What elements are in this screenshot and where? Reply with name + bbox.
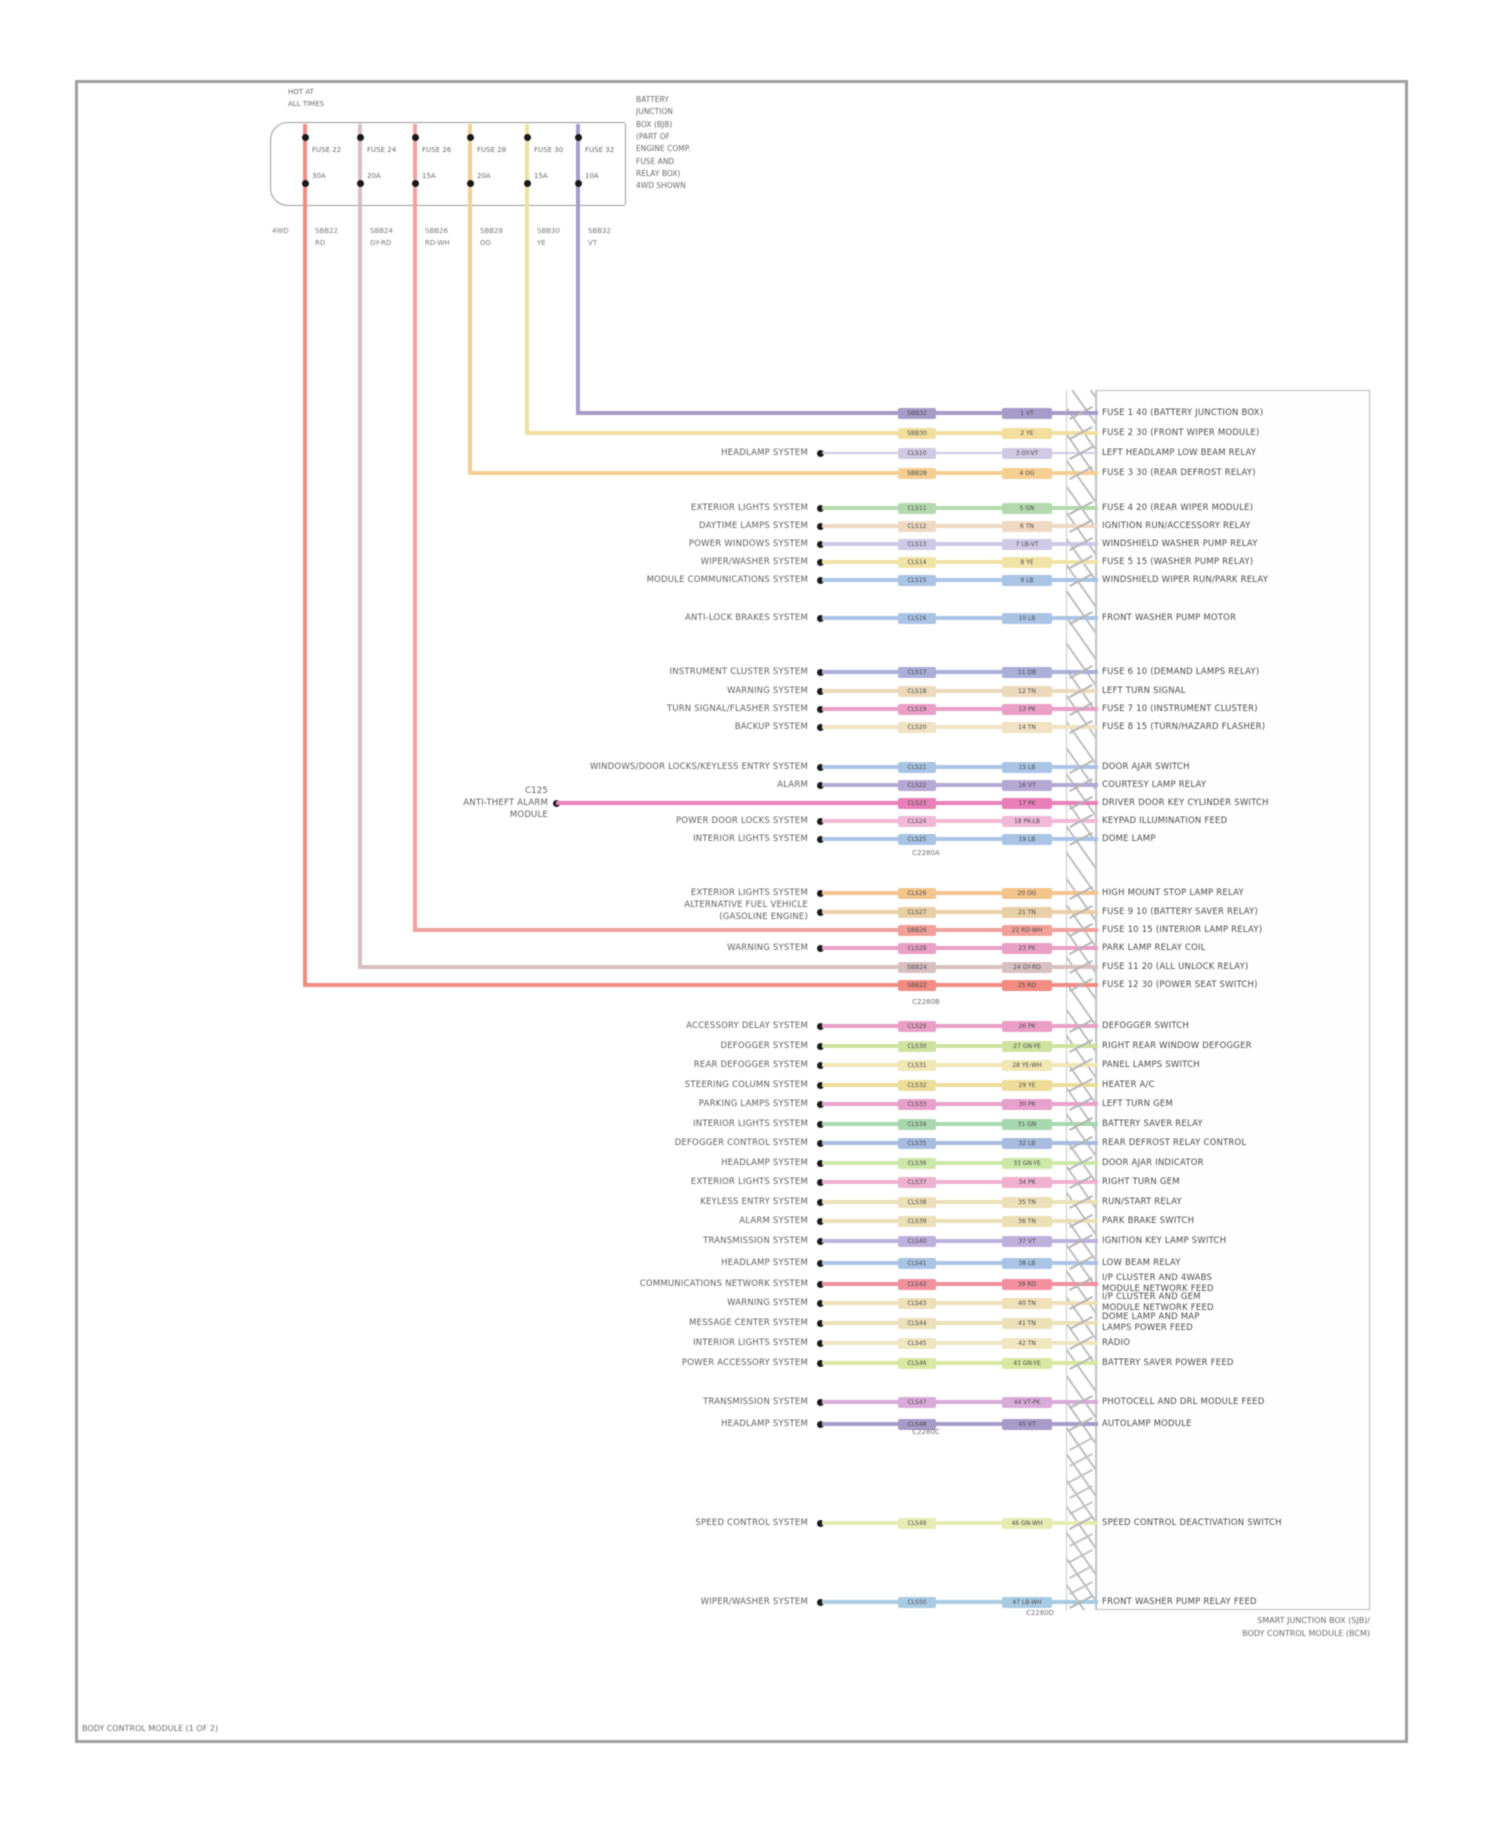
circuit-wire bbox=[822, 910, 1098, 914]
circuit-label-right: LEFT HEADLAMP LOW BEAM RELAY bbox=[1102, 447, 1257, 458]
circuit-wire bbox=[822, 616, 1098, 620]
pin-code-chip: 46 GN-WH bbox=[1002, 1518, 1052, 1529]
pin-code-chip: 39 RD bbox=[1002, 1279, 1052, 1290]
fuse-box-note-line: FUSE AND bbox=[636, 156, 675, 166]
circuit-label-left: WARNING SYSTEM bbox=[727, 685, 808, 696]
fuse-feed-wire-vertical bbox=[468, 124, 472, 473]
circuit-label-left: MESSAGE CENTER SYSTEM bbox=[689, 1317, 808, 1328]
pin-code-chip: 12 TN bbox=[1002, 686, 1052, 697]
circuit-label-left: REAR DEFOGGER SYSTEM bbox=[693, 1059, 808, 1070]
pin-code-chip: 17 PK bbox=[1002, 798, 1052, 809]
circuit-label-left: ANTI-LOCK BRAKES SYSTEM bbox=[684, 612, 808, 623]
circuit-wire bbox=[822, 1141, 1098, 1145]
pin-code-chip: 19 LB bbox=[1002, 834, 1052, 845]
pin-code-chip: 45 VT bbox=[1002, 1419, 1052, 1430]
wire-code-chip: CLS27 bbox=[898, 907, 936, 918]
fuse-terminal-dot bbox=[524, 180, 531, 187]
circuit-label-right: KEYPAD ILLUMINATION FEED bbox=[1102, 815, 1228, 826]
circuit-wire bbox=[822, 1600, 1098, 1604]
circuit-wire bbox=[822, 670, 1098, 674]
module-caption-line2: BODY CONTROL MODULE (BCM) bbox=[1242, 1629, 1370, 1638]
wire-code-chip: SBB30 bbox=[898, 428, 936, 439]
circuit-wire bbox=[822, 1083, 1098, 1087]
circuit-wire bbox=[822, 1044, 1098, 1048]
fuse-feed-wire-horizontal bbox=[413, 928, 1098, 932]
wire-code-chip: SBB22 bbox=[898, 980, 936, 991]
circuit-wire bbox=[822, 1400, 1098, 1404]
circuit-wire bbox=[822, 783, 1098, 787]
circuit-wire bbox=[822, 1200, 1098, 1204]
wire-code-chip: CLS28 bbox=[898, 943, 936, 954]
circuit-label-right: RIGHT TURN GEM bbox=[1102, 1176, 1180, 1187]
circuit-label-left: HEADLAMP SYSTEM bbox=[721, 1418, 808, 1429]
pin-code-chip: 29 YE bbox=[1002, 1080, 1052, 1091]
pin-code-chip: 41 TN bbox=[1002, 1318, 1052, 1329]
circuit-label-left: WINDOWS/DOOR LOCKS/KEYLESS ENTRY SYSTEM bbox=[589, 761, 808, 772]
circuit-label-left: ACCESSORY DELAY SYSTEM bbox=[686, 1020, 808, 1031]
wire-code-chip: CLS33 bbox=[898, 1099, 936, 1110]
wire-code-chip: CLS23 bbox=[898, 798, 936, 809]
circuit-wire bbox=[822, 725, 1098, 729]
pin-code-chip: 43 GN-YE bbox=[1002, 1358, 1052, 1369]
circuit-label-right: RUN/START RELAY bbox=[1102, 1196, 1182, 1207]
circuit-wire bbox=[822, 1301, 1098, 1305]
circuit-wire bbox=[822, 1219, 1098, 1223]
wire-code-chip: CLS11 bbox=[898, 503, 936, 514]
pin-code-chip: 7 LB-VT bbox=[1002, 539, 1052, 550]
circuit-wire bbox=[822, 1024, 1098, 1028]
circuit-wire bbox=[822, 837, 1098, 841]
circuit-wire bbox=[822, 1321, 1098, 1325]
fuse-feed-wire-vertical bbox=[576, 124, 580, 413]
fuse-terminal-dot bbox=[357, 134, 364, 141]
wire-code-chip: CLS17 bbox=[898, 667, 936, 678]
fuse-name: FUSE 22 bbox=[312, 146, 342, 154]
pin-code-chip: 22 RD-WH bbox=[1002, 925, 1052, 936]
circuit-label-left: INTERIOR LIGHTS SYSTEM bbox=[693, 1118, 808, 1129]
pin-code-chip: 3 GY-VT bbox=[1002, 448, 1052, 459]
circuit-label-right: IGNITION RUN/ACCESSORY RELAY bbox=[1102, 520, 1251, 531]
circuit-label-left: HEADLAMP SYSTEM bbox=[721, 1257, 808, 1268]
pin-code-chip: 42 TN bbox=[1002, 1338, 1052, 1349]
wire-code-chip: CLS36 bbox=[898, 1158, 936, 1169]
fuse-rating: 30A bbox=[312, 172, 326, 180]
wire-code-line1: SBB22 bbox=[315, 227, 338, 235]
fuse-box-note-line: JUNCTION bbox=[636, 107, 673, 117]
circuit-label-right: LAMPS POWER FEED bbox=[1102, 1323, 1193, 1333]
circuit-wire bbox=[822, 1341, 1098, 1345]
wire-code-chip: CLS14 bbox=[898, 557, 936, 568]
pin-code-chip: 27 GN-YE bbox=[1002, 1041, 1052, 1052]
wire-code-chip: CLS26 bbox=[898, 888, 936, 899]
circuit-label-left: INSTRUMENT CLUSTER SYSTEM bbox=[669, 666, 808, 677]
circuit-wire bbox=[822, 1361, 1098, 1365]
circuit-wire bbox=[822, 524, 1098, 528]
circuit-label-right: DOOR AJAR SWITCH bbox=[1102, 761, 1190, 772]
wire-code-line2: RD bbox=[315, 239, 326, 247]
circuit-wire bbox=[822, 1261, 1098, 1265]
pin-code-chip: 18 PK-LB bbox=[1002, 816, 1052, 827]
circuit-wire bbox=[822, 1063, 1098, 1067]
fuse-box-title-line2: ALL TIMES bbox=[288, 100, 325, 108]
fuse-feed-wire-vertical bbox=[413, 124, 417, 930]
wire-code-chip: CLS40 bbox=[898, 1236, 936, 1247]
fuse-name: FUSE 32 bbox=[585, 146, 615, 154]
circuit-label-right: DOME LAMP bbox=[1102, 833, 1156, 844]
fuse-terminal-dot bbox=[302, 180, 309, 187]
circuit-wire bbox=[822, 542, 1098, 546]
wire-code-line1: SBB24 bbox=[370, 227, 393, 235]
circuit-label-left: COMMUNICATIONS NETWORK SYSTEM bbox=[639, 1278, 808, 1289]
circuit-label-left: TRANSMISSION SYSTEM bbox=[703, 1396, 808, 1407]
wire-code-chip: CLS25 bbox=[898, 834, 936, 845]
fuse-rating: 15A bbox=[534, 172, 548, 180]
wire-code-chip: CLS32 bbox=[898, 1080, 936, 1091]
circuit-label-left: EXTERIOR LIGHTS SYSTEM bbox=[690, 887, 808, 898]
fuse-terminal-dot bbox=[412, 180, 419, 187]
pin-code-chip: 33 GN-YE bbox=[1002, 1158, 1052, 1169]
circuit-wire bbox=[822, 819, 1098, 823]
circuit-wire bbox=[822, 689, 1098, 693]
fuse-box bbox=[270, 122, 626, 206]
wire-code-chip: CLS43 bbox=[898, 1298, 936, 1309]
circuit-label-left: ALARM bbox=[777, 779, 808, 790]
circuit-label-right: MODULE NETWORK FEED bbox=[1102, 1284, 1214, 1294]
circuit-label-right: PHOTOCELL AND DRL MODULE FEED bbox=[1102, 1396, 1265, 1407]
wire-code-chip: CLS38 bbox=[898, 1197, 936, 1208]
circuit-label-right: FUSE 10 15 (INTERIOR LAMP RELAY) bbox=[1102, 924, 1263, 935]
pin-code-chip: 44 VT-PK bbox=[1002, 1397, 1052, 1408]
circuit-label-left: HEADLAMP SYSTEM bbox=[721, 447, 808, 458]
pin-code-chip: 24 GY-RD bbox=[1002, 962, 1052, 973]
wire-code-chip: CLS30 bbox=[898, 1041, 936, 1052]
circuit-wire bbox=[822, 1282, 1098, 1286]
pin-code-chip: 13 PK bbox=[1002, 704, 1052, 715]
fuse-box-note-line: BOX (BJB) bbox=[636, 119, 673, 129]
fuse-box-note-line: ENGINE COMP. bbox=[636, 144, 691, 154]
circuit-label-right: BATTERY SAVER POWER FEED bbox=[1102, 1357, 1234, 1368]
wire-code-chip: CLS13 bbox=[898, 539, 936, 550]
circuit-label-left: DEFOGGER SYSTEM bbox=[720, 1040, 808, 1051]
connector-id-label: C2280C bbox=[912, 1428, 940, 1436]
circuit-label-right: HEATER A/C bbox=[1102, 1079, 1155, 1090]
wire-code-chip: CLS37 bbox=[898, 1177, 936, 1188]
wire-code-chip: CLS21 bbox=[898, 762, 936, 773]
fuse-terminal-dot bbox=[467, 180, 474, 187]
far-block-line: MODULE bbox=[509, 810, 548, 820]
circuit-label-right: I/P CLUSTER AND 4WABS bbox=[1102, 1273, 1213, 1283]
circuit-wire bbox=[822, 1161, 1098, 1165]
circuit-label-left: STEERING COLUMN SYSTEM bbox=[684, 1079, 808, 1090]
fuse-box-side-note: 4WD bbox=[272, 227, 289, 235]
circuit-label-right: LOW BEAM RELAY bbox=[1102, 1257, 1181, 1268]
circuit-label-left: HEADLAMP SYSTEM bbox=[721, 1157, 808, 1168]
circuit-label-right: BATTERY SAVER RELAY bbox=[1102, 1118, 1203, 1129]
circuit-label-right: FUSE 1 40 (BATTERY JUNCTION BOX) bbox=[1102, 407, 1264, 418]
fuse-feed-wire-vertical bbox=[303, 124, 307, 985]
wire-code-chip: CLS20 bbox=[898, 722, 936, 733]
fuse-rating: 20A bbox=[367, 172, 381, 180]
circuit-label-right: FUSE 7 10 (INSTRUMENT CLUSTER) bbox=[1102, 703, 1258, 714]
circuit-label-right: AUTOLAMP MODULE bbox=[1102, 1418, 1192, 1429]
wire-code-line1: SBB28 bbox=[480, 227, 503, 235]
circuit-label-left: BACKUP SYSTEM bbox=[734, 721, 808, 732]
pin-code-chip: 20 OG bbox=[1002, 888, 1052, 899]
circuit-wire bbox=[822, 946, 1098, 950]
pin-code-chip: 36 TN bbox=[1002, 1216, 1052, 1227]
pin-code-chip: 1 VT bbox=[1002, 408, 1052, 419]
wire-code-chip: CLS22 bbox=[898, 780, 936, 791]
circuit-label-left: TURN SIGNAL/FLASHER SYSTEM bbox=[666, 703, 808, 714]
circuit-label-right: FUSE 4 20 (REAR WIPER MODULE) bbox=[1102, 502, 1254, 513]
wire-code-line2: VT bbox=[588, 239, 598, 247]
fuse-terminal-dot bbox=[412, 134, 419, 141]
wire-code-chip: CLS46 bbox=[898, 1358, 936, 1369]
circuit-label-right: FRONT WASHER PUMP RELAY FEED bbox=[1102, 1596, 1257, 1607]
fuse-terminal-dot bbox=[575, 180, 582, 187]
circuit-label-left: PARKING LAMPS SYSTEM bbox=[698, 1098, 808, 1109]
circuit-label-right: LEFT TURN GEM bbox=[1102, 1098, 1174, 1109]
circuit-label-left: DEFOGGER CONTROL SYSTEM bbox=[674, 1137, 808, 1148]
circuit-wire bbox=[822, 765, 1098, 769]
circuit-wire bbox=[822, 707, 1098, 711]
pin-code-chip: 40 TN bbox=[1002, 1298, 1052, 1309]
fuse-box-note-line: RELAY BOX) bbox=[636, 168, 681, 178]
circuit-label-right: MODULE NETWORK FEED bbox=[1102, 1303, 1214, 1313]
circuit-label-left-line: (GASOLINE ENGINE) bbox=[719, 912, 808, 922]
fuse-terminal-dot bbox=[357, 180, 364, 187]
connector-id-label: C2280D bbox=[1025, 1609, 1055, 1617]
circuit-label-right: FRONT WASHER PUMP MOTOR bbox=[1102, 612, 1237, 623]
circuit-label-left: EXTERIOR LIGHTS SYSTEM bbox=[690, 502, 808, 513]
circuit-label-left: TRANSMISSION SYSTEM bbox=[703, 1235, 808, 1246]
circuit-label-right: FUSE 3 30 (REAR DEFROST RELAY) bbox=[1102, 467, 1256, 478]
wire-code-chip: CLS29 bbox=[898, 1021, 936, 1032]
far-block-line: ANTI-THEFT ALARM bbox=[463, 798, 548, 808]
circuit-label-right: DOME LAMP AND MAP bbox=[1102, 1312, 1200, 1322]
wire-code-chip: CLS19 bbox=[898, 704, 936, 715]
circuit-label-left: KEYLESS ENTRY SYSTEM bbox=[700, 1196, 808, 1207]
circuit-label-left: WIPER/WASHER SYSTEM bbox=[700, 556, 808, 567]
wire-code-chip: SBB24 bbox=[898, 962, 936, 973]
pin-code-chip: 25 RD bbox=[1002, 980, 1052, 991]
fuse-rating: 15A bbox=[422, 172, 436, 180]
pin-code-chip: 38 LB bbox=[1002, 1258, 1052, 1269]
wire-code-chip: CLS31 bbox=[898, 1060, 936, 1071]
circuit-label-right: PARK LAMP RELAY COIL bbox=[1102, 942, 1206, 953]
circuit-label-right: COURTESY LAMP RELAY bbox=[1102, 779, 1207, 790]
pin-code-chip: 2 YE bbox=[1002, 428, 1052, 439]
circuit-label-right: SPEED CONTROL DEACTIVATION SWITCH bbox=[1102, 1517, 1282, 1528]
wire-code-chip: CLS39 bbox=[898, 1216, 936, 1227]
circuit-wire bbox=[822, 1122, 1098, 1126]
wire-code-line2: RD-WH bbox=[425, 239, 450, 247]
footer-diagram-title: BODY CONTROL MODULE (1 OF 2) bbox=[82, 1724, 219, 1733]
pin-code-chip: 16 VT bbox=[1002, 780, 1052, 791]
circuit-label-left: INTERIOR LIGHTS SYSTEM bbox=[693, 1337, 808, 1348]
fuse-name: FUSE 24 bbox=[367, 146, 397, 154]
circuit-label-right: DRIVER DOOR KEY CYLINDER SWITCH bbox=[1102, 797, 1269, 808]
connector-id-label: C2280B bbox=[912, 998, 940, 1006]
pin-code-chip: 15 LB bbox=[1002, 762, 1052, 773]
pin-code-chip: 23 PK bbox=[1002, 943, 1052, 954]
circuit-label-right: FUSE 12 30 (POWER SEAT SWITCH) bbox=[1102, 979, 1258, 990]
circuit-label-right: PARK BRAKE SWITCH bbox=[1102, 1215, 1195, 1226]
fuse-box-note-line: 4WD SHOWN bbox=[636, 181, 686, 191]
circuit-wire bbox=[822, 452, 1098, 455]
fuse-terminal-dot bbox=[302, 134, 309, 141]
circuit-label-left: MODULE COMMUNICATIONS SYSTEM bbox=[646, 574, 808, 585]
pin-code-chip: 10 LB bbox=[1002, 613, 1052, 624]
circuit-label-right: DEFOGGER SWITCH bbox=[1102, 1020, 1189, 1031]
wire-code-chip: CLS16 bbox=[898, 613, 936, 624]
fuse-terminal-dot bbox=[467, 134, 474, 141]
wire-code-chip: CLS15 bbox=[898, 575, 936, 586]
pin-code-chip: 4 OG bbox=[1002, 468, 1052, 479]
wire-code-chip: CLS10 bbox=[898, 448, 936, 459]
circuit-label-right: I/P CLUSTER AND GEM bbox=[1102, 1292, 1201, 1302]
fuse-name: FUSE 28 bbox=[477, 146, 507, 154]
wire-code-chip: CLS18 bbox=[898, 686, 936, 697]
circuit-label-right: RADIO bbox=[1102, 1337, 1131, 1348]
circuit-label-right: FUSE 9 10 (BATTERY SAVER RELAY) bbox=[1102, 906, 1259, 917]
wire-code-chip: CLS50 bbox=[898, 1597, 936, 1608]
circuit-label-right: FUSE 2 30 (FRONT WIPER MODULE) bbox=[1102, 427, 1260, 438]
circuit-label-right: REAR DEFROST RELAY CONTROL bbox=[1102, 1137, 1247, 1148]
circuit-label-right: RIGHT REAR WINDOW DEFOGGER bbox=[1102, 1040, 1252, 1051]
circuit-wire bbox=[822, 1239, 1098, 1243]
wire-code-chip: CLS24 bbox=[898, 816, 936, 827]
circuit-wire bbox=[822, 560, 1098, 564]
circuit-wire bbox=[822, 891, 1098, 895]
circuit-label-right: FUSE 11 20 (ALL UNLOCK RELAY) bbox=[1102, 961, 1249, 972]
circuit-label-right: FUSE 8 15 (TURN/HAZARD FLASHER) bbox=[1102, 721, 1266, 732]
fuse-box-note-line: BATTERY bbox=[636, 95, 669, 104]
module-caption-line1: SMART JUNCTION BOX (SJB)/ bbox=[1257, 1616, 1370, 1625]
circuit-label-left: ALARM SYSTEM bbox=[739, 1215, 808, 1226]
wire-code-line2: GY-RD bbox=[370, 239, 392, 247]
circuit-label-right: WINDSHIELD WIPER RUN/PARK RELAY bbox=[1102, 574, 1269, 585]
pin-code-chip: 9 LB bbox=[1002, 575, 1052, 586]
circuit-label-left: WARNING SYSTEM bbox=[727, 1297, 808, 1308]
circuit-wire bbox=[822, 506, 1098, 510]
fuse-feed-wire-vertical bbox=[525, 124, 529, 433]
connector-id-label: C2280A bbox=[912, 849, 940, 857]
circuit-label-left: SPEED CONTROL SYSTEM bbox=[695, 1517, 808, 1528]
circuit-label-right: FUSE 6 10 (DEMAND LAMPS RELAY) bbox=[1102, 666, 1260, 677]
fuse-feed-wire-vertical bbox=[358, 124, 362, 967]
circuit-label-left: DAYTIME LAMPS SYSTEM bbox=[698, 520, 808, 531]
pin-code-chip: 37 VT bbox=[1002, 1236, 1052, 1247]
fuse-rating: 20A bbox=[477, 172, 491, 180]
pin-code-chip: 6 TN bbox=[1002, 521, 1052, 532]
circuit-label-right: HIGH MOUNT STOP LAMP RELAY bbox=[1102, 887, 1244, 898]
circuit-label-left: POWER ACCESSORY SYSTEM bbox=[681, 1357, 808, 1368]
wire-code-chip: CLS49 bbox=[898, 1518, 936, 1529]
circuit-label-left: INTERIOR LIGHTS SYSTEM bbox=[693, 833, 808, 844]
wire-code-chip: SBB28 bbox=[898, 468, 936, 479]
fuse-terminal-dot bbox=[575, 134, 582, 141]
circuit-wire bbox=[822, 1521, 1098, 1525]
circuit-wire bbox=[822, 1422, 1098, 1426]
pin-code-chip: 14 TN bbox=[1002, 722, 1052, 733]
pin-code-chip: 5 GN bbox=[1002, 503, 1052, 514]
circuit-label-left: EXTERIOR LIGHTS SYSTEM bbox=[690, 1176, 808, 1187]
wire-code-chip: CLS48 bbox=[898, 1419, 936, 1430]
fuse-name: FUSE 26 bbox=[422, 146, 452, 154]
pin-code-chip: 47 LB-WH bbox=[1002, 1597, 1052, 1608]
pin-code-chip: 31 GN bbox=[1002, 1119, 1052, 1130]
fuse-name: FUSE 30 bbox=[534, 146, 564, 154]
circuit-label-left: WIPER/WASHER SYSTEM bbox=[700, 1596, 808, 1607]
circuit-label-right: PANEL LAMPS SWITCH bbox=[1102, 1059, 1200, 1070]
circuit-label-right: FUSE 5 15 (WASHER PUMP RELAY) bbox=[1102, 556, 1254, 567]
wire-code-chip: CLS47 bbox=[898, 1397, 936, 1408]
fuse-box-note-line: (PART OF bbox=[636, 131, 670, 141]
fuse-feed-wire-horizontal bbox=[303, 983, 1098, 987]
wire-code-line1: SBB32 bbox=[588, 227, 611, 235]
wire-code-line2: OG bbox=[480, 239, 491, 247]
pin-code-chip: 11 DB bbox=[1002, 667, 1052, 678]
pin-code-chip: 28 YE-WH bbox=[1002, 1060, 1052, 1071]
pin-code-chip: 21 TN bbox=[1002, 907, 1052, 918]
wire-code-chip: SBB32 bbox=[898, 408, 936, 419]
pin-code-chip: 35 TN bbox=[1002, 1197, 1052, 1208]
wire-code-chip: CLS44 bbox=[898, 1318, 936, 1329]
wire-code-line1: SBB26 bbox=[425, 227, 448, 235]
fuse-rating: 10A bbox=[585, 172, 599, 180]
fuse-feed-wire-horizontal bbox=[358, 965, 1098, 969]
pin-code-chip: 32 LB bbox=[1002, 1138, 1052, 1149]
wire-code-chip: CLS42 bbox=[898, 1279, 936, 1290]
far-block-line: C125 bbox=[525, 786, 548, 796]
pin-code-chip: 34 PK bbox=[1002, 1177, 1052, 1188]
fuse-terminal-dot bbox=[524, 134, 531, 141]
circuit-wire bbox=[822, 1102, 1098, 1106]
circuit-label-left: WARNING SYSTEM bbox=[727, 942, 808, 953]
circuit-label-right: IGNITION KEY LAMP SWITCH bbox=[1102, 1235, 1227, 1246]
circuit-label-left: POWER WINDOWS SYSTEM bbox=[688, 538, 808, 549]
pin-code-chip: 30 PK bbox=[1002, 1099, 1052, 1110]
fuse-box-title-line1: HOT AT bbox=[288, 88, 314, 96]
circuit-label-right: LEFT TURN SIGNAL bbox=[1102, 685, 1186, 696]
circuit-label-left-line: ALTERNATIVE FUEL VEHICLE bbox=[684, 900, 808, 910]
circuit-wire bbox=[822, 578, 1098, 582]
wire-code-chip: CLS34 bbox=[898, 1119, 936, 1130]
wire-code-line1: SBB30 bbox=[537, 227, 560, 235]
pin-code-chip: 26 PK bbox=[1002, 1021, 1052, 1032]
circuit-label-right: DOOR AJAR INDICATOR bbox=[1102, 1157, 1204, 1168]
circuit-label-left: POWER DOOR LOCKS SYSTEM bbox=[676, 815, 808, 826]
wire-code-chip: CLS12 bbox=[898, 521, 936, 532]
circuit-wire bbox=[822, 1180, 1098, 1184]
wire-code-chip: CLS41 bbox=[898, 1258, 936, 1269]
wire-code-chip: SBB26 bbox=[898, 925, 936, 936]
circuit-label-right: WINDSHIELD WASHER PUMP RELAY bbox=[1102, 538, 1258, 549]
wire-code-line2: YE bbox=[537, 239, 546, 247]
pin-code-chip: 8 YE bbox=[1002, 557, 1052, 568]
wire-code-chip: CLS35 bbox=[898, 1138, 936, 1149]
wire-code-chip: CLS45 bbox=[898, 1338, 936, 1349]
